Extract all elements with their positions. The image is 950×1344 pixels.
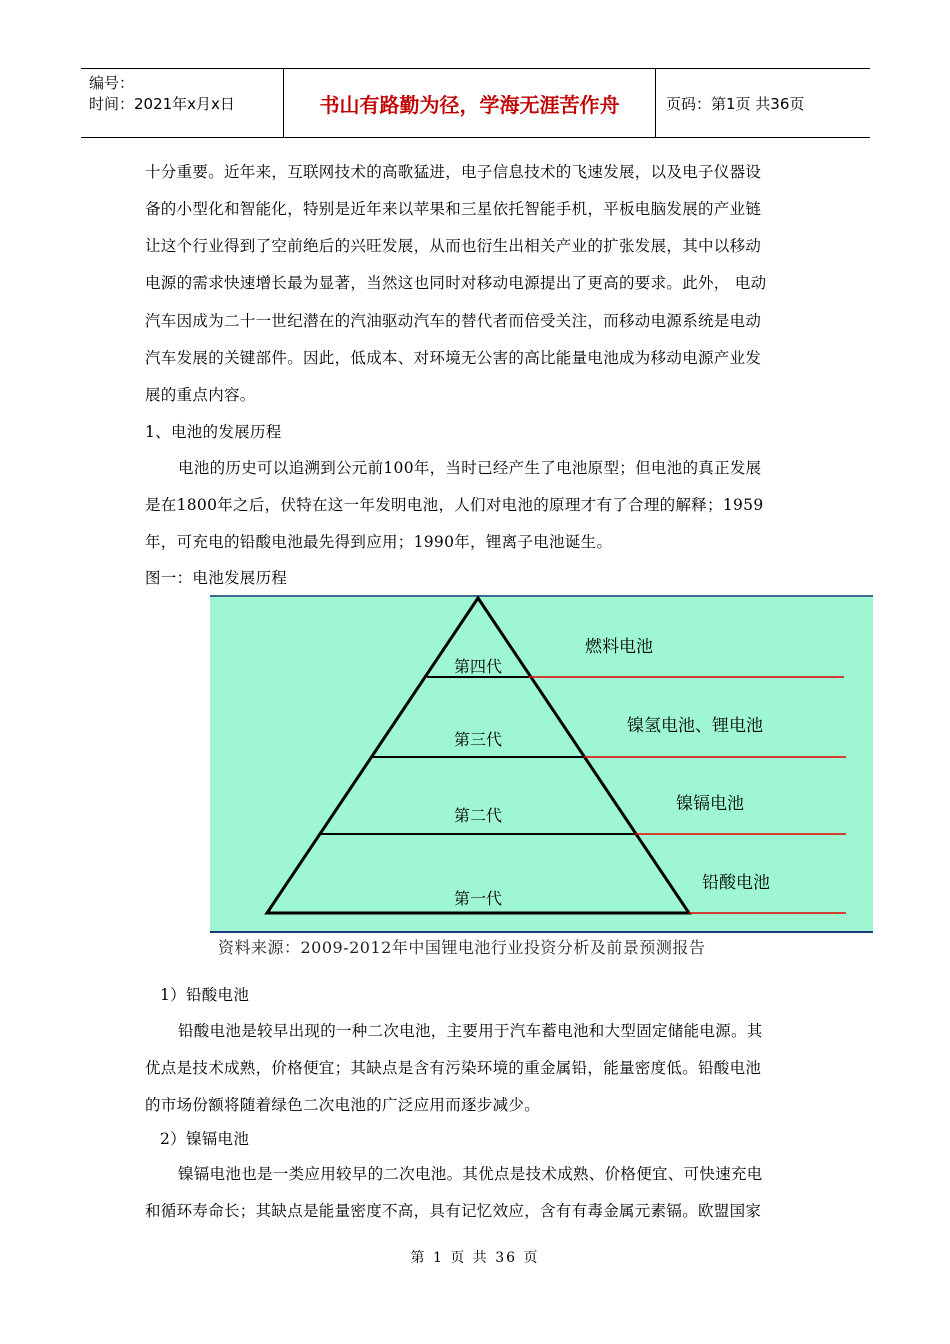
figure-source: 资料来源：2009-2012年中国锂电池行业投资分析及前景预测报告 xyxy=(218,938,706,957)
paragraph-line: 展的重点内容。 xyxy=(145,386,256,404)
battery-pyramid-figure xyxy=(210,595,873,933)
generation-label: 第四代 xyxy=(453,657,503,676)
paragraph-line: 和循环寿命长；其缺点是能量密度不高，具有记忆效应，含有有毒金属元素镉。欧盟国家 xyxy=(145,1202,762,1220)
paragraph-line: 汽车发展的关键部件。因此，低成本、对环境无公害的高比能量电池成为移动电源产业发 xyxy=(145,349,762,367)
paragraph-line: 十分重要。近年来，互联网技术的高歌猛进，电子信息技术的飞速发展，以及电子仪器设 xyxy=(145,163,762,181)
time-label: 时间：2021年x月x日 xyxy=(89,95,235,113)
battery-label: 镍氢电池、锂电池 xyxy=(627,716,763,736)
section-title: 1、电池的发展历程 xyxy=(145,423,282,441)
paragraph-line: 是在1800年之后，伏特在这一年发明电池，人们对电池的原理才有了合理的解释；1959 xyxy=(145,496,764,514)
paragraph-line: 铅酸电池是较早出现的一种二次电池，主要用于汽车蓄电池和大型固定储能电源。其 xyxy=(178,1022,763,1040)
page-header xyxy=(81,68,870,138)
paragraph-line: 让这个行业得到了空前绝后的兴旺发展，从而也衍生出相关产业的扩张发展，其中以移动 xyxy=(145,237,762,255)
battery-label: 燃料电池 xyxy=(585,637,653,657)
pyramid-svg xyxy=(210,595,873,933)
paragraph-line: 优点是技术成熟，价格便宜；其缺点是含有污染环境的重金属铅，能量密度低。铅酸电池 xyxy=(145,1059,762,1077)
paragraph-line: 汽车因成为二十一世纪潜在的汽油驱动汽车的替代者而倍受关注，而移动电源系统是电动 xyxy=(145,312,762,330)
paragraph-line: 备的小型化和智能化，特别是近年来以苹果和三星依托智能手机，平板电脑发展的产业链 xyxy=(145,200,762,218)
paragraph-line: 年，可充电的铅酸电池最先得到应用；1990年，锂离子电池诞生。 xyxy=(145,533,613,551)
generation-label: 第三代 xyxy=(453,730,503,749)
paragraph-line: 电池的历史可以追溯到公元前100年，当时已经产生了电池原型；但电池的真正发展 xyxy=(178,459,762,477)
motto: 书山有路勤为径，学海无涯苦作舟 xyxy=(283,69,656,137)
paragraph-line: 的市场份额将随着绿色二次电池的广泛应用而逐步减少。 xyxy=(145,1096,541,1114)
battery-label: 镍镉电池 xyxy=(676,794,744,814)
generation-label: 第二代 xyxy=(453,806,503,825)
paragraph-line: 电源的需求快速增长最为显著，当然这也同时对移动电源提出了更高的要求。此外， 电动 xyxy=(145,274,767,292)
paragraph-line: 镍镉电池也是一类应用较早的二次电池。其优点是技术成熟、价格便宜、可快速充电 xyxy=(178,1165,763,1183)
page-footer: 第 1 页 共 36 页 xyxy=(410,1250,540,1266)
generation-label: 第一代 xyxy=(453,889,503,908)
battery-label: 铅酸电池 xyxy=(702,873,770,893)
figure-background xyxy=(210,595,873,933)
number-label: 编号： xyxy=(89,74,135,92)
header-meta xyxy=(81,69,283,137)
subsection-title: 1）铅酸电池 xyxy=(160,986,250,1004)
page-info: 页码：第1页 共36页 xyxy=(666,94,805,113)
figure-caption: 图一：电池发展历程 xyxy=(145,569,288,587)
subsection-title: 2）镍镉电池 xyxy=(160,1130,250,1148)
